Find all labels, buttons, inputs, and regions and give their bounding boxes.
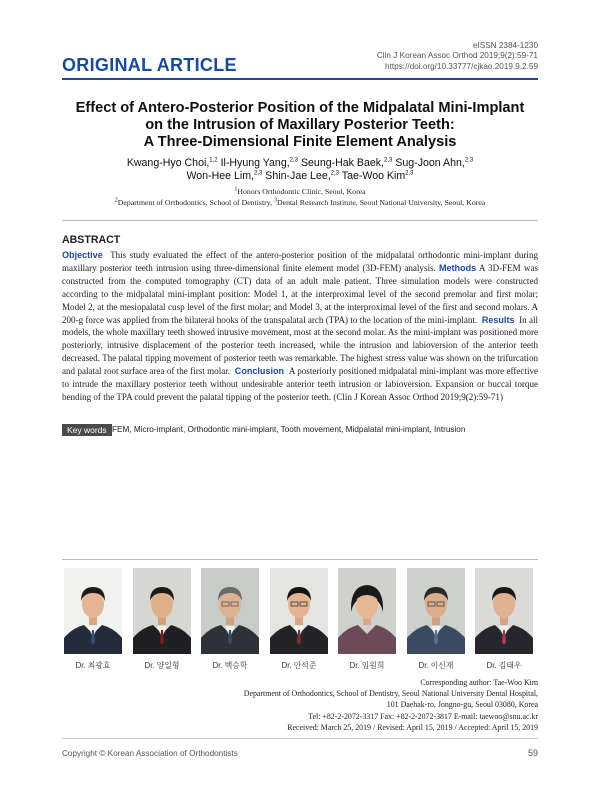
author-photo-caption: Dr. 백승학 bbox=[212, 661, 248, 670]
author-line bbox=[62, 157, 538, 170]
photo-section-divider bbox=[62, 559, 538, 560]
author-affil-marker: 2,3 bbox=[330, 170, 340, 177]
affil-marker: 1 bbox=[234, 186, 238, 193]
author-photo-caption: Dr. 김태우 bbox=[486, 661, 522, 670]
author-name: Sug-Joon Ahn, bbox=[395, 157, 465, 169]
author-name: Il-Hyung Yang, bbox=[220, 157, 290, 169]
page-number: 59 bbox=[527, 748, 538, 758]
author-affil-marker: 2,3 bbox=[464, 157, 474, 164]
corresponding-address: Department of Orthodontics, School of Dentistry, Seoul National University Dental Hospital, bbox=[243, 689, 538, 699]
footer-divider bbox=[62, 738, 538, 739]
abstract-heading: ABSTRACT bbox=[62, 234, 121, 246]
affiliation-text: Honors Orthodontic Clinic, Seoul, Korea bbox=[237, 187, 366, 196]
author-list bbox=[62, 157, 538, 183]
header-divider bbox=[62, 78, 538, 80]
affil-marker: 2 bbox=[114, 197, 118, 204]
journal-header-meta bbox=[377, 41, 538, 72]
affiliation-text: Department of Orthodontics, School of Dentistry, bbox=[117, 198, 275, 207]
objective-text: This study evaluated the effect of the antero-posterior position of the midpalatal orthodontic mini-implant during maxillary posterior teeth intrusion using three-dimensional finite element model (3D-FEM) analysis. bbox=[62, 250, 538, 273]
eissn-text: eISSN 2384-1230 bbox=[472, 41, 538, 50]
author-photo bbox=[338, 568, 396, 654]
author-affil-marker: 2,3 bbox=[254, 170, 263, 177]
results-text: In all models, the whole maxillary teeth showed intrusive movement, most at the second molar. As the mini-implant was positioned more posteriorly, intrusive displacement of the posterior teeth increased, while the intrusion and labioversion of the anterior teeth decreased. The palatal tipping movement of posterior teeth was remarkable. The highest stress value was shown on the trifurcation and palatal root surface area of the first molar. bbox=[62, 314, 538, 377]
author-photo bbox=[270, 568, 328, 654]
affiliation-line bbox=[62, 186, 538, 197]
author-affil-marker: 2,3 bbox=[384, 157, 393, 164]
author-line bbox=[62, 170, 538, 183]
author-name: Kwang-Hyo Choi, bbox=[126, 157, 210, 169]
copyright-text: Copyright © Korean Association of Orthodontists bbox=[62, 749, 238, 758]
author-photo bbox=[64, 568, 122, 654]
keywords-row bbox=[62, 424, 538, 437]
author-name: Won-Hee Lim, bbox=[186, 170, 254, 182]
affiliation-text: Dental Research Institute, Seoul National University, Seoul, Korea bbox=[277, 198, 486, 207]
conclusion-label: Conclusion bbox=[234, 366, 285, 377]
article-title bbox=[62, 100, 538, 150]
corresponding-author-name: Corresponding author: Tae-Woo Kim bbox=[420, 678, 538, 687]
affiliations bbox=[62, 186, 538, 208]
keywords-label: Key words bbox=[62, 424, 112, 436]
keywords-text: FEM, Micro-implant, Orthodontic mini-implant, Tooth movement, Midpalatal mini-implant, Intrusion bbox=[112, 425, 466, 434]
doi-link[interactable]: https://doi.org/10.33777/cjkao.2019.9.2.59 bbox=[385, 61, 538, 71]
objective-label: Objective bbox=[62, 250, 103, 260]
affiliation-line bbox=[62, 197, 538, 208]
section-divider bbox=[62, 220, 538, 221]
author-name: Tae-Woo Kim bbox=[341, 170, 406, 182]
title-line: on the Intrusion of Maxillary Posterior Teeth: bbox=[145, 116, 455, 133]
conclusion-text: A posteriorly positioned midpalatal mini-implant was more effective to intrude the maxillary posterior teeth without undesirable anterior teeth intrusion or labioversion. Expansion or buccal torque bending of the TPA could prevent the palatal tipping of the posterior teeth. (Clin J Korean Assoc Orthod 2019;9(2):59-71) bbox=[62, 366, 539, 402]
author-photo bbox=[475, 568, 533, 654]
abstract-body bbox=[62, 249, 538, 404]
article-dates: Received: March 25, 2019 / Revised: April 15, 2019 / Accepted: April 15, 2019 bbox=[287, 722, 538, 732]
author-photo-caption: Dr. 안석준 bbox=[281, 661, 317, 670]
author-photo bbox=[133, 568, 191, 654]
article-type-label: ORIGINAL ARTICLE bbox=[62, 55, 237, 75]
results-label: Results bbox=[481, 314, 515, 325]
corresponding-author-block bbox=[244, 677, 538, 733]
author-photo bbox=[407, 568, 465, 654]
methods-label: Methods bbox=[438, 262, 477, 273]
author-photo-caption: Dr. 양일형 bbox=[144, 661, 180, 670]
corresponding-address: 101 Daehak-ro, Jongno-gu, Seoul 03080, Korea bbox=[386, 700, 538, 710]
author-affil-marker: 2,3 bbox=[405, 170, 414, 177]
author-affil-marker: 2,3 bbox=[289, 157, 299, 164]
author-affil-marker: 1,2 bbox=[209, 157, 218, 164]
author-photo-caption: Dr. 최광효 bbox=[75, 661, 111, 670]
author-name: Shin-Jae Lee, bbox=[265, 170, 331, 182]
citation-text: Clin J Korean Assoc Orthod 2019;9(2):59-71 bbox=[376, 51, 538, 61]
author-photo-caption: Dr. 임원희 bbox=[349, 661, 385, 670]
title-line: Effect of Antero-Posterior Position of the Midpalatal Mini-Implant bbox=[75, 100, 525, 116]
corresponding-contact: Tel: +82-2-2072-3317 Fax: +82-2-2072-3817 E-mail: taewoo@snu.ac.kr bbox=[308, 711, 538, 721]
methods-text: A 3D-FEM was constructed from the computed tomography (CT) data of an adult male patient. Three simulation models were constructed according to the midpalatal mini-implant position: Model 1, at the interproximal level of the second premolar and first molar; Model 2, at the mesiopalatal cusp level of the first molar; and Model 3, at the interproximal level of the first and second molars. A 200-g force was applied from the bilateral hooks of the transpalatal arch (TPA) to the location of the mini-implant. bbox=[62, 262, 538, 325]
affil-marker: 3 bbox=[274, 197, 278, 204]
author-photo bbox=[201, 568, 259, 654]
author-photo-caption: Dr. 이신재 bbox=[418, 661, 454, 670]
title-line: A Three-Dimensional Finite Element Analysis bbox=[143, 133, 457, 150]
author-name: Seung-Hak Baek, bbox=[300, 157, 385, 169]
